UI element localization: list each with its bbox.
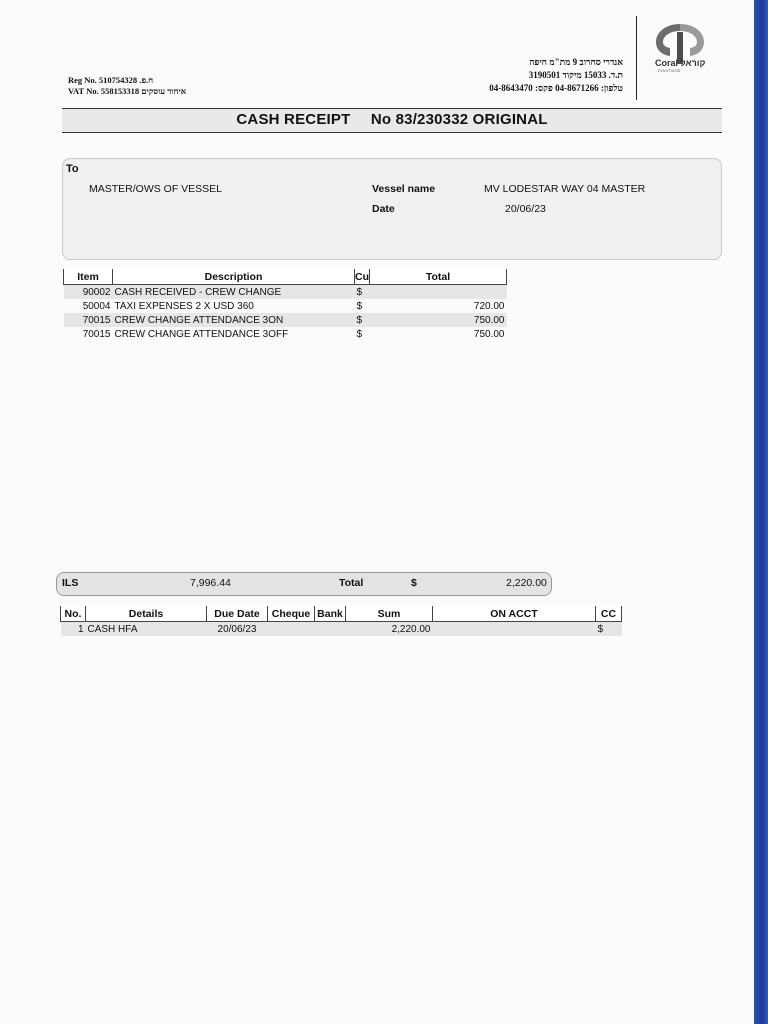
payment-no: 1 <box>61 622 86 637</box>
item-total <box>370 285 507 300</box>
item-description: CASH RECEIVED - CREW CHANGE <box>113 285 355 300</box>
payment-cc: $ <box>596 622 622 637</box>
item-code: 90002 <box>64 285 113 300</box>
col-description: Description <box>113 269 355 285</box>
date-label: Date <box>372 203 395 215</box>
payments-table <box>60 606 622 636</box>
col-no: No. <box>61 606 86 622</box>
ils-amount: 7,996.44 <box>190 577 231 589</box>
header-divider <box>636 16 637 100</box>
scan-edge <box>754 0 768 1024</box>
col-total: Total <box>370 269 507 285</box>
payment-due-date: 20/06/23 <box>207 622 268 637</box>
col-details: Details <box>86 606 207 622</box>
total-label: Total <box>339 577 364 589</box>
payment-sum: 2,220.00 <box>346 622 433 637</box>
col-bank: Bank <box>315 606 346 622</box>
vessel-name-value: MV LODESTAR WAY 04 MASTER <box>484 183 646 195</box>
company-address <box>489 56 623 95</box>
col-cc: CC <box>596 606 622 622</box>
item-total: 750.00 <box>370 313 507 327</box>
vat-number: VAT No. 558153318 איחוד עוסקים <box>68 86 187 96</box>
vessel-name-label: Vessel name <box>372 183 436 195</box>
col-cheque: Cheque <box>268 606 315 622</box>
payment-cheque <box>268 622 315 637</box>
items-table <box>63 269 507 341</box>
totals-box <box>56 572 552 596</box>
table-row <box>64 313 507 327</box>
item-currency: $ <box>356 300 363 312</box>
registration-info <box>68 75 186 97</box>
receipt-type: CASH RECEIPT <box>236 111 351 128</box>
col-currency: Cu <box>355 270 369 283</box>
item-code: 50004 <box>82 300 111 312</box>
item-description: CREW CHANGE ATTENDANCE 3OFF <box>114 328 289 340</box>
item-code: 70015 <box>64 313 113 327</box>
col-due-date: Due Date <box>207 606 268 622</box>
col-item: Item <box>64 269 113 285</box>
postal-line: ת.ד. 15033 מיקוד 3190501 <box>528 70 623 80</box>
ils-label: ILS <box>62 577 79 589</box>
logo-text: Coral קוראל <box>655 58 706 68</box>
payment-details: CASH HFA <box>86 622 207 637</box>
recipient-name: MASTER/OWS OF VESSEL <box>89 183 223 195</box>
col-on-acct: ON ACCT <box>433 606 596 622</box>
total-amount: 2,220.00 <box>506 577 547 589</box>
item-description: CREW CHANGE ATTENDANCE 3ON <box>113 313 355 327</box>
item-currency: $ <box>355 313 370 327</box>
logo-subtext: סוכנות אוניות <box>658 68 681 73</box>
total-currency: $ <box>411 577 417 589</box>
date-value: 20/06/23 <box>505 203 546 215</box>
items-header-row <box>64 269 507 285</box>
payment-bank <box>315 622 346 637</box>
document-title <box>62 111 722 128</box>
item-code: 70015 <box>82 328 111 340</box>
item-currency: $ <box>355 285 370 300</box>
table-row <box>64 285 507 300</box>
payments-header-row <box>61 606 622 622</box>
item-total: 750.00 <box>473 328 505 340</box>
item-description: TAXI EXPENSES 2 X USD 360 <box>114 300 254 312</box>
title-rule-bottom <box>62 132 722 133</box>
phone-line: טלפון: 04-8671266 פקס: 04-8643470 <box>489 83 623 93</box>
table-row <box>64 327 507 341</box>
col-sum: Sum <box>346 606 433 622</box>
table-row <box>64 299 507 313</box>
item-total: 720.00 <box>473 300 505 312</box>
table-row <box>61 622 622 637</box>
payment-on-acct <box>433 622 596 637</box>
address-line: אנדרי סחרוב 9 מת"מ חיפה <box>529 57 623 67</box>
title-rule-top <box>62 108 722 109</box>
reg-number: Reg No. 510754328 .ח.פ <box>68 75 154 85</box>
to-label: To <box>66 163 79 175</box>
receipt-number: No 83/230332 ORIGINAL <box>370 111 548 128</box>
item-currency: $ <box>356 328 363 340</box>
